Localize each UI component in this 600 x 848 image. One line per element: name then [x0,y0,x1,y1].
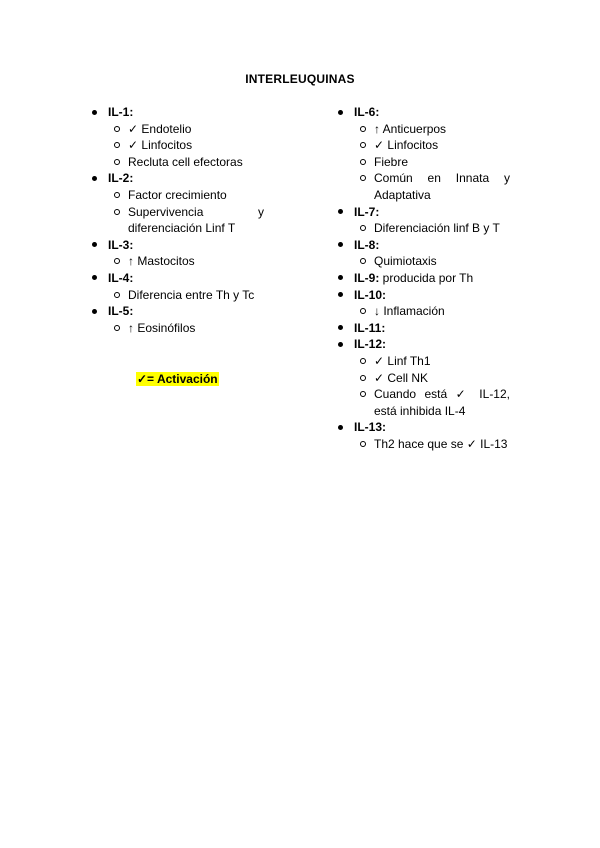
item-heading: IL-2: [108,171,134,186]
bullet-icon [92,110,97,115]
sub-item-text: ↓ Inflamación [374,304,445,319]
bullet-icon [338,292,343,297]
bullet-icon [92,176,97,181]
sub-item [338,303,530,320]
sub-item-continuation [92,220,292,237]
bullet-icon [338,275,343,280]
left-column [92,104,292,336]
item-text: producida por Th [379,270,474,285]
list-item-il6 [338,104,530,121]
circle-bullet-icon [114,142,120,148]
item-heading: IL-7: [354,204,380,219]
sub-item [338,170,530,187]
list-item-il5 [92,303,292,320]
circle-bullet-icon [360,142,366,148]
circle-bullet-icon [114,192,120,198]
circle-bullet-icon [114,292,120,298]
sub-item-text: Recluta cell efectoras [128,154,243,169]
sub-item [338,220,530,237]
circle-bullet-icon [360,225,366,231]
sub-item-text: Quimiotaxis [374,254,437,269]
bullet-icon [92,242,97,247]
item-heading: IL-5: [108,304,134,319]
list-item-il8 [338,237,530,254]
sub-item-continuation [338,187,530,204]
circle-bullet-icon [360,308,366,314]
document-title: INTERLEUQUINAS [245,72,355,86]
circle-bullet-icon [114,325,120,331]
sub-item-text: ✓ Linf Th1 [374,353,431,368]
sub-item-text: Factor crecimiento [128,187,227,202]
sub-item [338,121,530,138]
bullet-icon [338,242,343,247]
item-heading: IL-10: [354,287,387,302]
sub-item [338,370,530,387]
circle-bullet-icon [360,175,366,181]
circle-bullet-icon [114,209,120,215]
list-item-il1 [92,104,292,121]
list-item-il7 [338,204,530,221]
item-heading: IL-13: [354,420,387,435]
sub-item-text: diferenciación Linf T [128,221,236,236]
sub-item [92,320,292,337]
sub-item-text: Adaptativa [374,187,431,202]
bullet-icon [338,325,343,330]
bullet-icon [338,209,343,214]
circle-bullet-icon [114,258,120,264]
sub-item-text: ↑ Eosinófilos [128,320,196,335]
sub-item-text: ✓ Linfocitos [128,138,193,153]
sub-item [338,436,530,453]
bullet-icon [338,425,343,430]
sub-item-text: ✓ Linfocitos [374,138,439,153]
sub-item-text: Diferencia entre Th y Tc [128,287,255,302]
list-item-il11 [338,320,530,337]
item-heading: IL-1: [108,105,134,119]
bullet-icon [338,342,343,347]
sub-item [338,137,530,154]
sub-item [92,187,292,204]
sub-item [92,253,292,270]
bullet-icon [338,110,343,115]
sub-item-text: Th2 hace que se ✓ IL-13 [374,436,508,451]
sub-item-text: está inhibida IL-4 [374,403,466,418]
sub-item-text: ✓ Cell NK [374,370,429,385]
circle-bullet-icon [360,159,366,165]
item-heading: IL-12: [354,337,387,352]
sub-item [338,386,530,403]
sub-item [92,204,292,221]
list-item-il12 [338,336,530,353]
list-item-il9 [338,270,530,287]
sub-item [92,137,292,154]
circle-bullet-icon [360,375,366,381]
legend-note [136,372,219,386]
list-item-il4 [92,270,292,287]
sub-item [338,154,530,171]
sub-item [338,353,530,370]
sub-item [92,121,292,138]
circle-bullet-icon [360,358,366,364]
circle-bullet-icon [360,258,366,264]
list-item-il2 [92,170,292,187]
sub-item [338,253,530,270]
list-item-il3 [92,237,292,254]
right-column [338,104,530,452]
bullet-icon [92,275,97,280]
sub-item-text: ✓ Endotelio [128,121,192,136]
item-heading: IL-6: [354,105,380,119]
sub-item-text: Cuando está ✓ IL-12, [374,387,510,402]
item-heading: IL-3: [108,237,134,252]
circle-bullet-icon [360,391,366,397]
circle-bullet-icon [360,441,366,447]
sub-item [92,287,292,304]
item-heading: IL-8: [354,237,380,252]
bullet-icon [92,309,97,314]
circle-bullet-icon [360,126,366,132]
item-heading: IL-9: [354,270,380,285]
item-heading: IL-4: [108,270,134,285]
sub-item-text: Fiebre [374,154,409,169]
sub-item-text: Común en Innata y [374,171,510,186]
legend-highlight: ✓= Activación [137,372,218,386]
circle-bullet-icon [114,159,120,165]
sub-item-continuation [338,403,530,420]
sub-item [92,154,292,171]
circle-bullet-icon [114,126,120,132]
list-item-il13 [338,419,530,436]
sub-item-text: ↑ Anticuerpos [374,121,447,136]
list-item-il10 [338,287,530,304]
sub-item-text: Diferenciación linf B y T [374,221,500,236]
item-heading: IL-11: [354,320,386,335]
sub-item-text: ↑ Mastocitos [128,254,195,269]
sub-item-text: Supervivencia y [128,204,264,219]
